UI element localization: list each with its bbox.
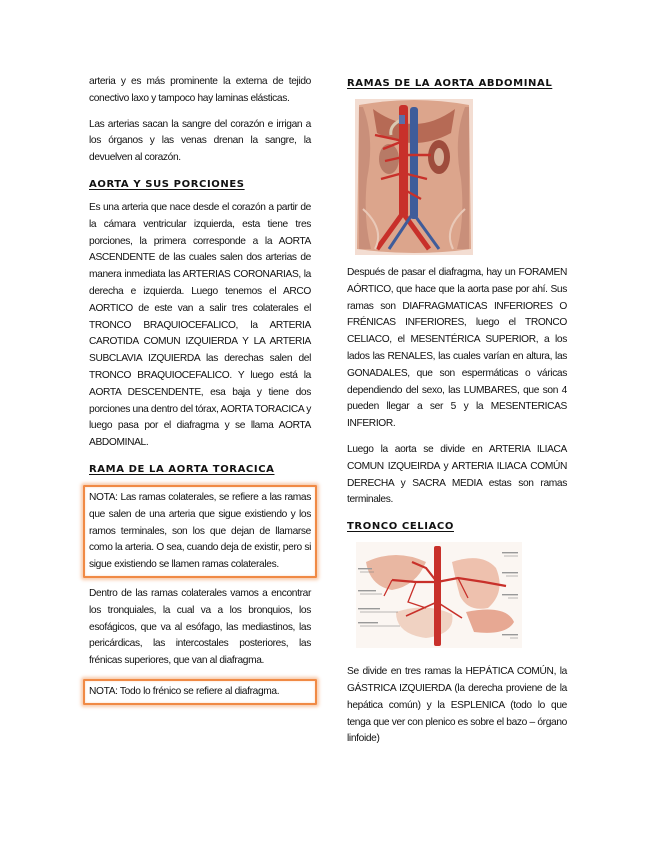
heading-abdominal-aorta-branches: RAMAS DE LA AORTA ABDOMINAL bbox=[347, 78, 553, 89]
paragraph-arteries-veins: Las arterias sacan la sangre del corazón e irrigan a los órganos y las venas drenan la sangre, la devuelven al corazón. bbox=[89, 118, 311, 164]
celiac-trunk-diagram bbox=[356, 542, 522, 648]
paragraph-collateral-branches: Dentro de las ramas colaterales vamos a encontrar los tronquiales, la cual va a los bronquios, los esofágicos, que va al esófago, las mediastinos, las pericárdicas, las intercostales posteriores, las frénicas superiores, que van al diafragma. bbox=[89, 587, 311, 667]
paragraph-terminal-branches: Luego la aorta se divide en ARTERIA ILIACA COMUN IZQUEIRDA y ARTERIA ILIACA COMÚN DERECHA y SACRA MEDIA estas son ramas terminales. bbox=[347, 443, 567, 506]
paragraph-artery-layers: arteria y es más prominente la externa de tejido conectivo laxo y tampoco hay laminas elásticas. bbox=[89, 76, 311, 104]
note-phrenic-text: NOTA: Todo lo frénico se refiere al diafragma. bbox=[89, 685, 280, 697]
heading-thoracic-aorta-branch: RAMA DE LA AORTA TORACICA bbox=[89, 463, 275, 475]
abdominal-aorta-illustration bbox=[355, 99, 473, 255]
paragraph-aorta-description: Es una arteria que nace desde el corazón a partir de la cámara ventricular izquierda, esta tiene tres porciones, la primera corresponde a la AORTA ASCENDENTE de las cuales salen dos arterias de manera inmediata las ARTERIAS CORONARIAS, la derecha e izquierda. Luego tenemos el ARCO AORTICO de este van a salir tres colaterales el TRONCO BRAQUIOCEFALICO, la ARTERIA CAROTIDA COMUN IZQUIERDA Y LA ARTERIA SUBCLAVIA IZQUIERDA las derechas salen del TRONCO BRAQUIOCEFALICO. Y luego está la AORTA DESCENDENTE, esa baja y tiene dos porciones una dentro del tórax, AORTA TORACICA y luego pasa por el diafragma y se llama AORTA ABDOMINAL. bbox=[89, 201, 311, 449]
heading-aorta-portions: AORTA Y SUS PORCIONES bbox=[89, 178, 245, 190]
paragraph-abdominal-branches: Después de pasar el diafragma, hay un FORAMEN AÓRTICO, que hace que la aorta pase por ahí. Sus ramas son DIAFRAGMATICAS INFERIORES O FRÉNICAS INFERIORES, luego el TRONCO CELIACO, el MESENTÉRICA SUPERIOR, a los lados las RENALES, las cuales varían en altura, las GONADALES, que son espermáticas o váricas dependiendo del sexo, las LUMBARES, que son 4 pueden llegar a ser 5 y la MESENTERICAS INFERIOR. bbox=[347, 267, 567, 430]
note-box-phrenic bbox=[83, 679, 317, 705]
note-box-collateral-branches bbox=[83, 485, 317, 578]
left-column bbox=[89, 74, 311, 713]
paragraph-celiac-division: Se divide en tres ramas la HEPÁTICA COMÚN, la GÁSTRICA IZQUIERDA (la derecha proviene de la hepática común) y la ESPLENICA (todo lo que tenga que ver con plenico es sobre el bazo – órgano linfoide) bbox=[347, 666, 567, 745]
right-column bbox=[347, 74, 567, 757]
heading-celiac-trunk: TRONCO CELIACO bbox=[347, 521, 454, 533]
note-collateral-text: NOTA: Las ramas colaterales, se refiere a las ramas que salen de una arteria que sigue existiendo y los ramos terminales, son los que dejan de llamarse como la arteria. O sea, cuando deja de existir, pero si sigue existiendo se llamen ramas colaterales. bbox=[89, 491, 311, 571]
